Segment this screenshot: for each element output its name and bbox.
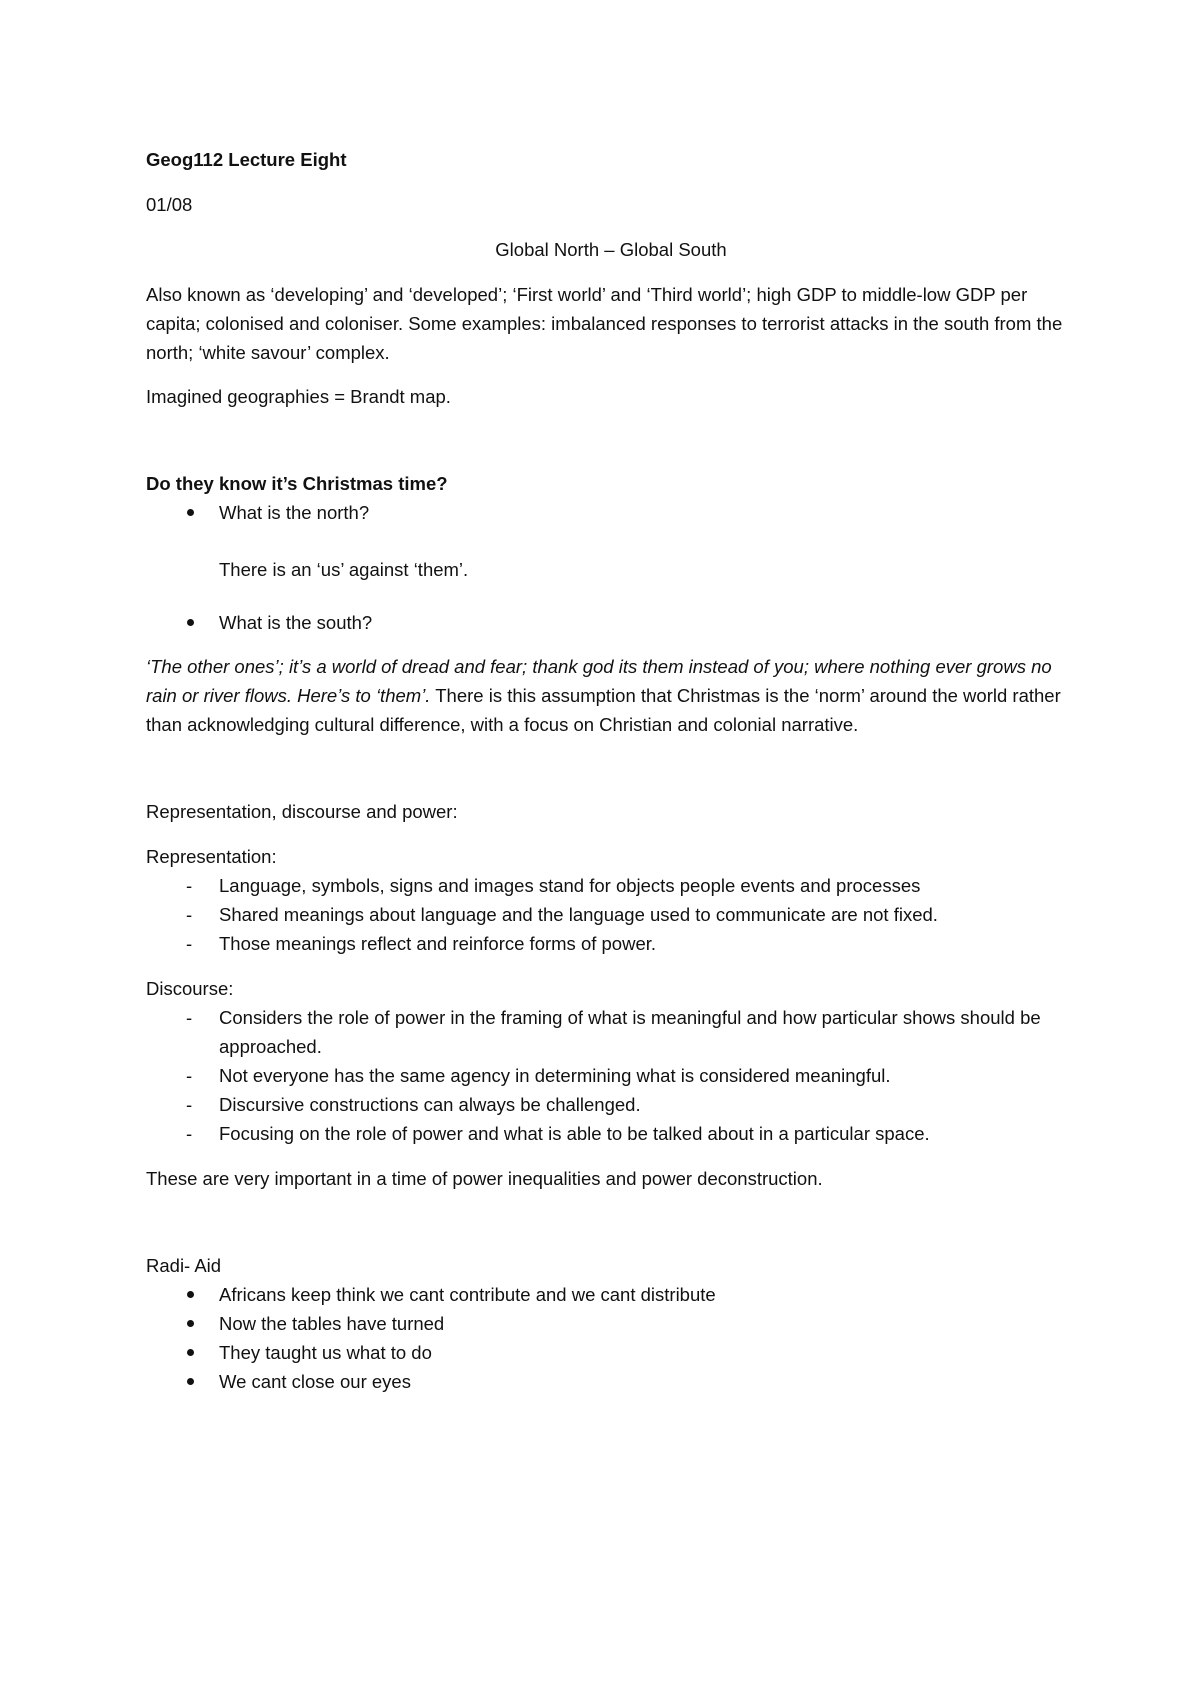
list-item: What is the north? [146,498,1076,527]
dash-marker: - [186,875,193,896]
christmas-heading: Do they know it’s Christmas time? [146,473,448,494]
list-item: - Discursive constructions can always be challenged. [146,1090,1076,1119]
discourse-list [146,1003,1076,1148]
dash-marker: - [186,933,193,954]
bullet-icon [187,1349,194,1356]
list-item: Now the tables have turned [146,1309,1076,1338]
list-item: - Shared meanings about language and the language used to communicate are not fixed. [146,900,1076,929]
radi-aid-list [146,1280,1076,1396]
intro-paragraph: Also known as ‘developing’ and ‘developed’; ‘First world’ and ‘Third world’; high GDP to middle-low GDP per capita; colonised and coloniser. Some examples: imbalanced responses to terrorist attacks in the south from the north; ‘white savour’ complex. [146,284,1063,363]
north-question-list [146,498,1076,527]
dash-marker: - [186,1094,193,1115]
bullet-icon [187,619,194,626]
representation-label: Representation: [146,846,277,867]
list-item: - Language, symbols, signs and images stand for objects people events and processes [146,871,1076,900]
list-item: They taught us what to do [146,1338,1076,1367]
section-heading-global: Global North – Global South [495,239,727,260]
south-question-list [146,608,1076,637]
south-text: There is this assumption that Christmas is the ‘norm’ around the world rather than acknowledging cultural difference, with a focus on Christian and colonial narrative. [146,685,1061,735]
document-title: Geog112 Lecture Eight [146,149,347,170]
list-item: - Considers the role of power in the framing of what is meaningful and how particular shows should be approached. [146,1003,1076,1061]
south-paragraph [146,652,1076,739]
south-quote: ‘The other ones’; it’s a world of dread and fear; thank god its them instead of you; where nothing ever grows no rain or river flows. Here’s to ‘them’. [146,656,1052,706]
rdp-heading: Representation, discourse and power: [146,801,458,822]
dash-marker: - [186,1007,193,1028]
rdp-conclusion: These are very important in a time of power inequalities and power deconstruction. [146,1168,823,1189]
bullet-icon [187,1320,194,1327]
list-item: What is the south? [146,608,1076,637]
bullet-icon [187,1291,194,1298]
north-answer: There is an ‘us’ against ‘them’. [219,559,469,580]
list-item: - Not everyone has the same agency in determining what is considered meaningful. [146,1061,1076,1090]
dash-marker: - [186,1123,193,1144]
dash-marker: - [186,904,193,925]
bullet-icon [187,1378,194,1385]
radi-aid-heading: Radi- Aid [146,1255,222,1276]
representation-list [146,871,1076,958]
imagined-geographies-line: Imagined geographies = Brandt map. [146,386,451,407]
list-item: - Focusing on the role of power and what is able to be talked about in a particular space. [146,1119,1076,1148]
document-body [146,145,1076,1396]
bullet-icon [187,509,194,516]
document-date: 01/08 [146,194,193,215]
list-item: We cant close our eyes [146,1367,1076,1396]
list-item: - Those meanings reflect and reinforce forms of power. [146,929,1076,958]
list-item: Africans keep think we cant contribute and we cant distribute [146,1280,1076,1309]
discourse-label: Discourse: [146,978,234,999]
dash-marker: - [186,1065,193,1086]
